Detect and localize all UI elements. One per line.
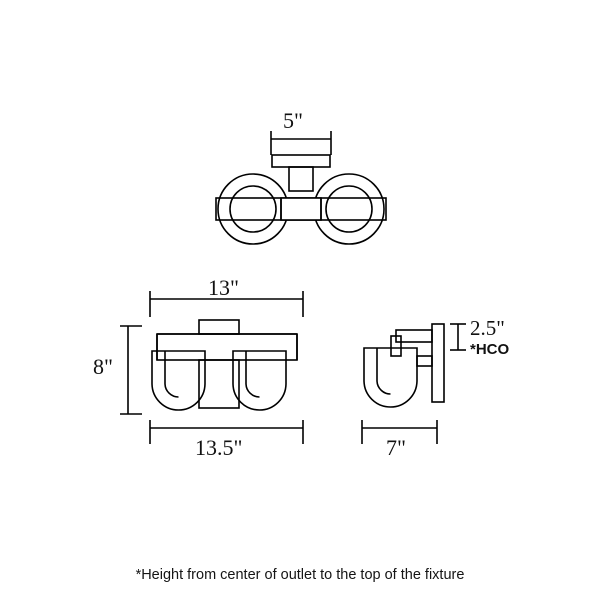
dimension-label-height: 8" bbox=[93, 354, 113, 379]
front-view-group bbox=[120, 291, 303, 444]
dimension-label-side-depth: 7" bbox=[386, 435, 406, 460]
footnote-text: *Height from center of outlet to the top of the fixture bbox=[135, 567, 465, 583]
dimension-label-hco: 2.5" bbox=[470, 316, 505, 340]
side-view-group bbox=[362, 324, 466, 444]
top-view-group bbox=[216, 131, 386, 244]
dimension-label-hco-note: *HCO bbox=[470, 341, 510, 358]
dimension-label-overall-width: 13.5" bbox=[195, 435, 243, 460]
dimension-label-top-depth: 5" bbox=[283, 108, 303, 133]
dimension-label-backplate-width: 13" bbox=[208, 275, 239, 300]
